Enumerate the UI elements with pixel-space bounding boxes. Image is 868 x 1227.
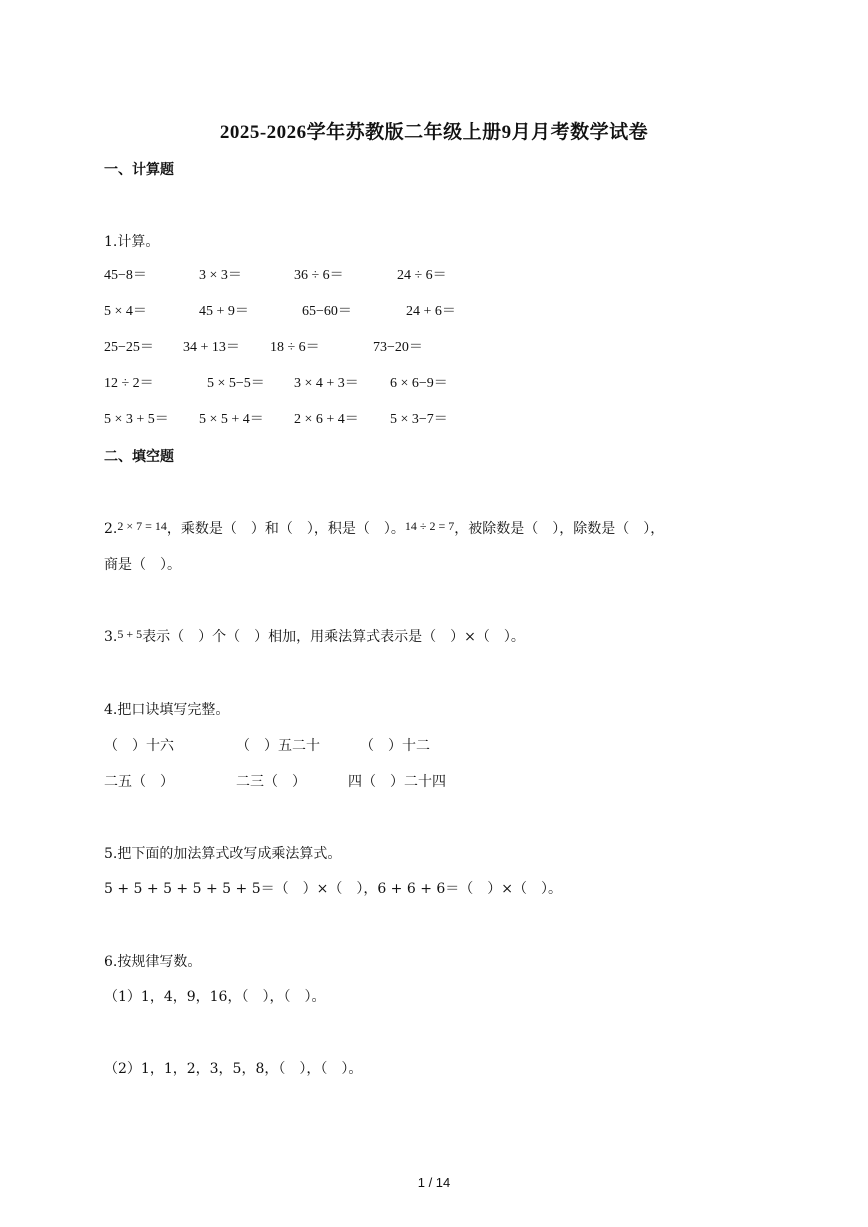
question-2-equation-2: 14 ÷ 2 = 7: [404, 519, 455, 533]
calc-r3-c4: 73−20＝: [373, 340, 423, 355]
question-2: [104, 518, 664, 538]
question-5-line: 5 + 5 + 5 + 5 + 5 + 5＝（ ）×（ ），6 + 6 + 6＝（ ）×（ ）。: [104, 881, 563, 897]
question-3-text: 表示（ ）个（ ）相加，用乘法算式表示是（ ）×（ ）。: [142, 629, 525, 645]
calc-r5-c2: 5 × 5 + 4＝: [199, 412, 264, 427]
question-2-equation-1: 2 × 7 = 14: [117, 519, 167, 533]
page-number: 1 / 14: [417, 1175, 451, 1190]
rhyme-r1-c2: （ ）五二十: [236, 738, 320, 754]
question-3: [104, 626, 525, 646]
rhyme-r2-c1: 二五（ ）: [104, 774, 174, 790]
calc-r4-c4: 6 × 6−9＝: [390, 376, 448, 391]
calc-r5-c1: 5 × 3 + 5＝: [104, 412, 169, 427]
question-2-text-1: ，乘数是（ ）和（ ），积是（ ）。: [166, 521, 405, 537]
rhyme-r2-c2: 二三（ ）: [236, 774, 306, 790]
calc-r1-c3: 36 ÷ 6＝: [294, 268, 344, 283]
section-heading-calculation: 一、计算题: [104, 162, 174, 178]
calc-r3-c2: 34 + 13＝: [183, 340, 240, 355]
rhyme-r2-c3: 四（ ）二十四: [348, 774, 446, 790]
calc-r1-c2: 3 × 3＝: [199, 268, 242, 283]
question-6-sub-2: （2）1，1，2，3，5，8，（ ），（ ）。: [104, 1061, 363, 1077]
question-6-label: 6.按规律写数。: [104, 954, 202, 970]
question-3-number: 3.: [104, 629, 118, 645]
calc-r5-c3: 2 × 6 + 4＝: [294, 412, 359, 427]
calc-r2-c3: 65−60＝: [302, 304, 352, 319]
calc-r2-c2: 45 + 9＝: [199, 304, 249, 319]
calc-r2-c4: 24 + 6＝: [406, 304, 456, 319]
question-5-label: 5.把下面的加法算式改写成乘法算式。: [104, 846, 342, 862]
section-heading-fill-in: 二、填空题: [104, 449, 174, 465]
calc-r1-c1: 45−8＝: [104, 268, 147, 283]
calc-r4-c1: 12 ÷ 2＝: [104, 376, 154, 391]
calc-r4-c2: 5 × 5−5＝: [207, 376, 265, 391]
calc-r3-c1: 25−25＝: [104, 340, 154, 355]
page-title: 2025-2026学年苏教版二年级上册9月月考数学试卷: [219, 122, 649, 143]
rhyme-r1-c1: （ ）十六: [104, 738, 174, 754]
rhyme-r1-c3: （ ）十二: [360, 738, 430, 754]
calc-r1-c4: 24 ÷ 6＝: [397, 268, 447, 283]
question-3-equation: 5 + 5: [117, 627, 143, 641]
question-6-sub-1: （1）1，4，9，16，（ ），（ ）。: [104, 989, 326, 1005]
question-2-line-2: 商是（ ）。: [104, 557, 181, 573]
calc-r2-c1: 5 × 4＝: [104, 304, 147, 319]
calc-r5-c4: 5 × 3−7＝: [390, 412, 448, 427]
question-2-number: 2.: [104, 521, 118, 537]
question-4-label: 4.把口诀填写完整。: [104, 702, 230, 718]
question-1-label: 1.计算。: [104, 234, 160, 250]
calc-r4-c3: 3 × 4 + 3＝: [294, 376, 359, 391]
calc-r3-c3: 18 ÷ 6＝: [270, 340, 320, 355]
question-2-text-2: ，被除数是（ ），除数是（ ），: [454, 521, 665, 537]
